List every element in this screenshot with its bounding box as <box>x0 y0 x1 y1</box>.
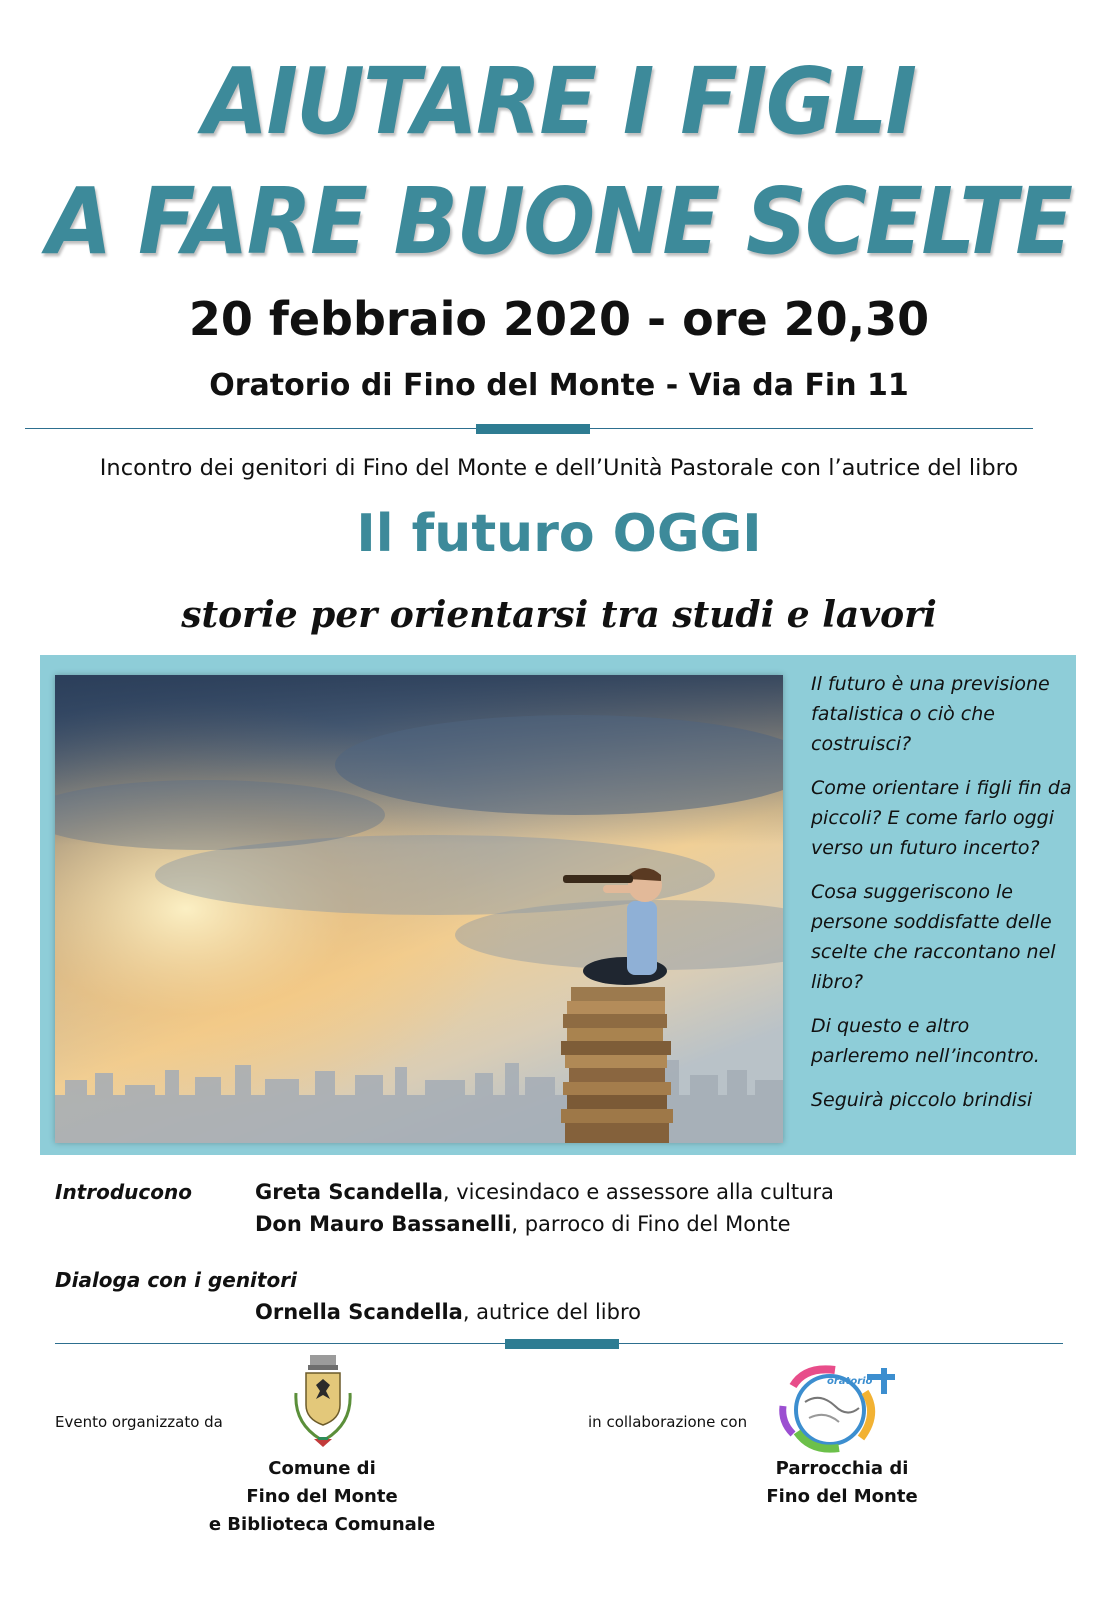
organizer-line-2: Fino del Monte <box>246 1486 398 1507</box>
speaker-2-name: Don Mauro Bassanelli <box>255 1212 512 1236</box>
boy-telescope-photo <box>55 675 783 1143</box>
organizer-line-1: Comune di <box>268 1458 376 1479</box>
title-line-1: AIUTARE I FIGLI <box>202 48 916 155</box>
author-name: Ornella Scandella <box>255 1300 463 1324</box>
oratorio-logo-text: oratorio <box>827 1376 873 1387</box>
questions-list <box>811 669 1073 1129</box>
author-speaker <box>255 1300 641 1324</box>
author-role: , autrice del libro <box>462 1300 641 1324</box>
feature-panel <box>40 655 1076 1155</box>
book-title: Il futuro OGGI <box>356 504 762 564</box>
collaboration-label: in collaborazione con <box>588 1413 748 1431</box>
intro-label: Introducono <box>55 1180 192 1204</box>
partner-line-1: Parrocchia di <box>775 1458 909 1479</box>
question-2: Come orientare i figli fin da piccoli? E come farlo oggi verso un futuro incerto? <box>811 777 1072 859</box>
speaker-1 <box>255 1180 834 1204</box>
speaker-2 <box>255 1212 791 1236</box>
question-1: Il futuro è una previsione fatalistica o ciò che costruisci? <box>811 673 1050 755</box>
question-4: Di questo e altro parleremo nell’incontro. <box>811 1015 1040 1067</box>
divider-top-tab <box>476 424 590 434</box>
speaker-2-role: , parroco di Fino del Monte <box>511 1212 791 1236</box>
comune-crest-icon <box>290 1353 356 1453</box>
partner-name <box>702 1455 982 1511</box>
event-date: 20 febbraio 2020 - ore 20,30 <box>188 292 930 346</box>
oratorio-logo-icon <box>775 1362 900 1454</box>
closing-note: Seguirà piccolo brindisi <box>811 1089 1033 1111</box>
organized-by-label: Evento organizzato da <box>55 1413 223 1431</box>
book-subtitle: storie per orientarsi tra studi e lavori <box>181 594 937 636</box>
dialog-label: Dialoga con i genitori <box>55 1268 297 1292</box>
title-line-2: A FARE BUONE SCELTE <box>46 168 1072 275</box>
speaker-1-role: , vicesindaco e assessore alla cultura <box>442 1180 834 1204</box>
organizer-line-3: e Biblioteca Comunale <box>208 1514 436 1535</box>
partner-line-2: Fino del Monte <box>766 1486 918 1507</box>
divider-bottom-tab <box>505 1339 619 1349</box>
organizer-name <box>182 1455 462 1539</box>
question-3: Cosa suggeriscono le persone soddisfatte delle scelte che raccontano nel libro? <box>811 881 1056 993</box>
intro-text: Incontro dei genitori di Fino del Monte e dell’Unità Pastorale con l’autrice del libro <box>99 455 1019 481</box>
event-place: Oratorio di Fino del Monte - Via da Fin 11 <box>209 368 909 403</box>
speaker-1-name: Greta Scandella <box>255 1180 443 1204</box>
